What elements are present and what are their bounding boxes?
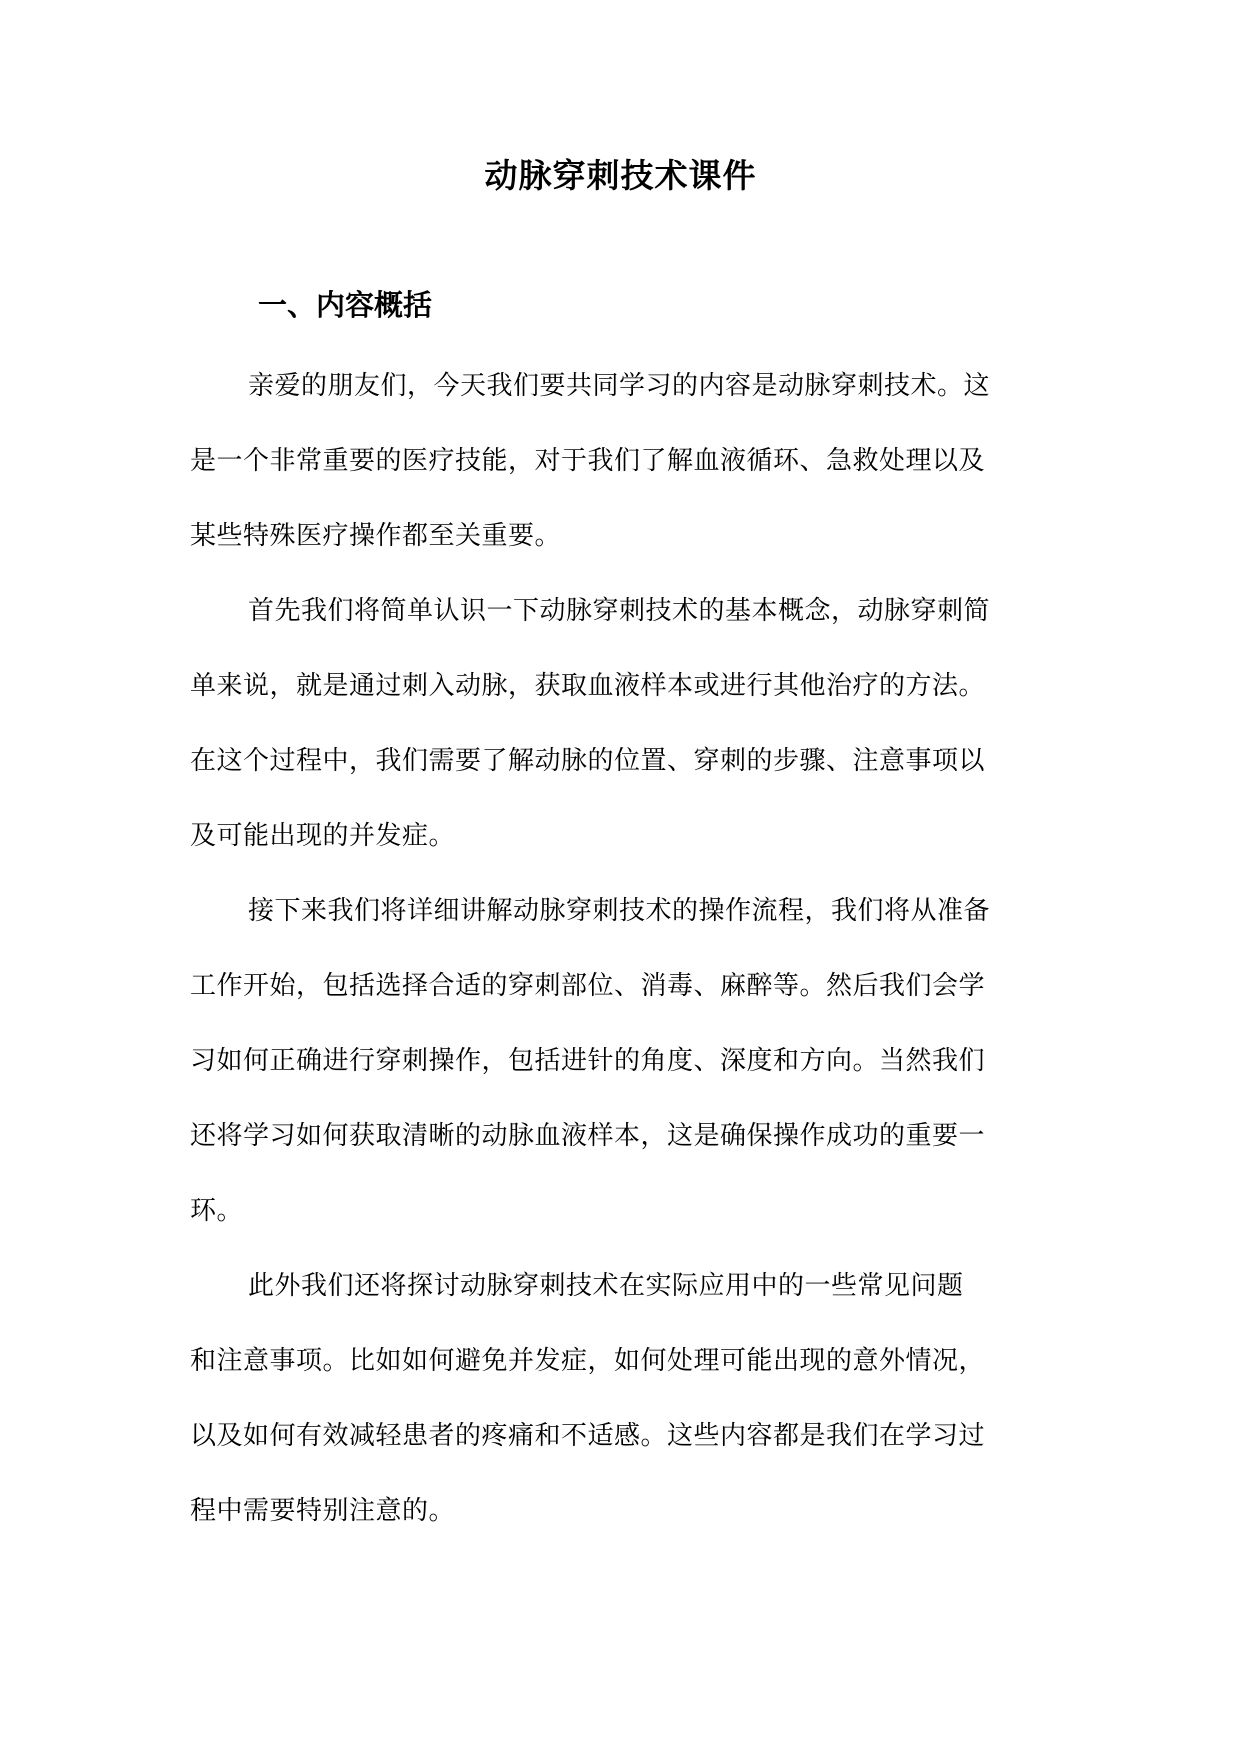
text-line: 在这个过程中，我们需要了解动脉的位置、穿刺的步骤、注意事项以: [190, 746, 986, 776]
paragraph-2: [190, 591, 1070, 891]
paragraph-1: [190, 366, 1070, 591]
body-text: [190, 366, 1070, 1566]
text-line: 亲爱的朋友们，今天我们要共同学习的内容是动脉穿刺技术。这: [248, 371, 991, 401]
text-line: 是一个非常重要的医疗技能，对于我们了解血液循环、急救处理以及: [190, 446, 986, 476]
text-line: 此外我们还将探讨动脉穿刺技术在实际应用中的一些常见问题: [248, 1271, 964, 1301]
text-line: 以及如何有效减轻患者的疼痛和不适感。这些内容都是我们在学习过: [190, 1421, 986, 1451]
text-line: 接下来我们将详细讲解动脉穿刺技术的操作流程，我们将从准备: [248, 896, 991, 926]
text-line: 工作开始，包括选择合适的穿刺部位、消毒、麻醉等。然后我们会学: [190, 971, 986, 1001]
paragraph-4: [190, 1266, 1070, 1566]
section-heading: 一、内容概括: [258, 288, 433, 322]
text-line: 还将学习如何获取清晰的动脉血液样本，这是确保操作成功的重要一: [190, 1121, 986, 1151]
text-line: 和注意事项。比如如何避免并发症，如何处理可能出现的意外情况，: [190, 1346, 986, 1376]
text-line: 环。: [190, 1196, 244, 1226]
text-line: 某些特殊医疗操作都至关重要。: [190, 521, 562, 551]
paragraph-3: [190, 891, 1070, 1266]
text-line: 单来说，就是通过刺入动脉，获取血液样本或进行其他治疗的方法。: [190, 671, 986, 701]
text-line: 及可能出现的并发症。: [190, 821, 456, 851]
text-line: 首先我们将简单认识一下动脉穿刺技术的基本概念，动脉穿刺简: [248, 596, 991, 626]
text-line: 习如何正确进行穿刺操作，包括进针的角度、深度和方向。当然我们: [190, 1046, 986, 1076]
text-line: 程中需要特别注意的。: [190, 1496, 456, 1526]
page-title: 动脉穿刺技术课件: [484, 156, 757, 195]
